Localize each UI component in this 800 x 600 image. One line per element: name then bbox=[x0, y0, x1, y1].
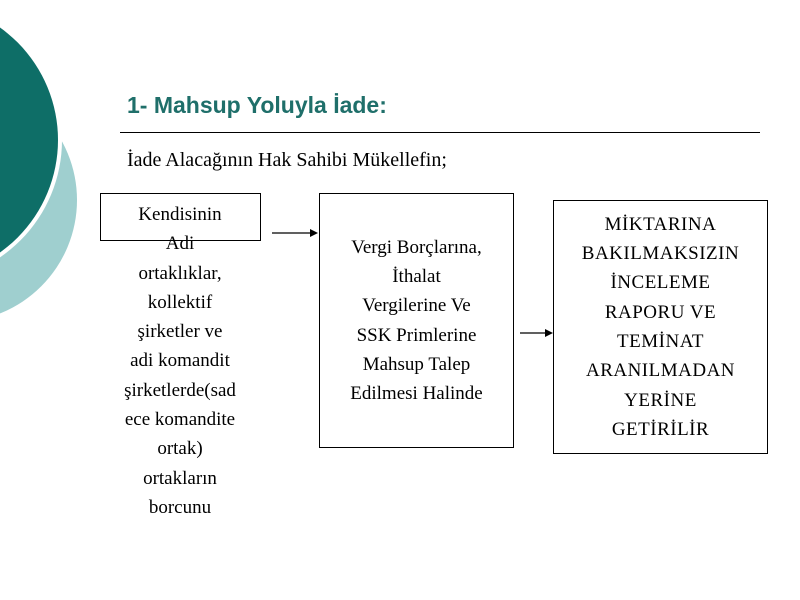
box1-line: ortak) bbox=[157, 438, 203, 460]
page-title: 1- Mahsup Yoluyla İade: bbox=[127, 92, 387, 118]
box1-line: şirketlerde(sad bbox=[124, 379, 236, 401]
box2-line: SSK Primlerine bbox=[356, 324, 477, 346]
box-vergi-borclari bbox=[319, 193, 514, 448]
box-miktarina bbox=[553, 200, 768, 454]
arrow-2 bbox=[520, 327, 553, 339]
title-divider bbox=[120, 132, 760, 133]
subtitle: İade Alacağının Hak Sahibi Mükellefin; bbox=[127, 149, 447, 171]
box3-line: BAKILMAKSIZIN bbox=[581, 243, 740, 265]
arrow-1 bbox=[272, 227, 318, 239]
box2-line: Vergi Borçlarına, bbox=[351, 236, 482, 258]
box2-line: Mahsup Talep bbox=[362, 353, 471, 375]
box3-line: YERİNE bbox=[624, 389, 697, 411]
box1-line: borcunu bbox=[148, 496, 212, 518]
box1-line: Adi bbox=[165, 233, 195, 255]
box-vergi-borclari-text bbox=[350, 233, 482, 409]
box3-line: GETİRİLİR bbox=[611, 418, 710, 440]
box1-line: ece komandite bbox=[124, 409, 236, 431]
box2-line: Vergilerine Ve bbox=[362, 295, 471, 317]
box-miktarina-text bbox=[582, 210, 739, 444]
box1-line: adi komandit bbox=[130, 350, 230, 372]
box3-line: ARANILMADAN bbox=[585, 360, 736, 382]
box1-line: ortakların bbox=[143, 467, 217, 489]
box-kendisinin-text bbox=[90, 200, 270, 522]
box3-line: MİKTARINA bbox=[604, 213, 717, 235]
box1-line: şirketler ve bbox=[137, 321, 223, 343]
box2-line: Edilmesi Halinde bbox=[350, 383, 483, 405]
box2-line: İthalat bbox=[392, 265, 441, 287]
box1-line: kollektif bbox=[147, 291, 213, 313]
box3-line: RAPORU VE bbox=[604, 301, 717, 323]
box1-line: Kendisinin bbox=[138, 204, 222, 225]
box1-line: ortaklıklar, bbox=[138, 262, 222, 284]
box3-line: TEMİNAT bbox=[617, 331, 704, 352]
box3-line: İNCELEME bbox=[610, 272, 711, 294]
